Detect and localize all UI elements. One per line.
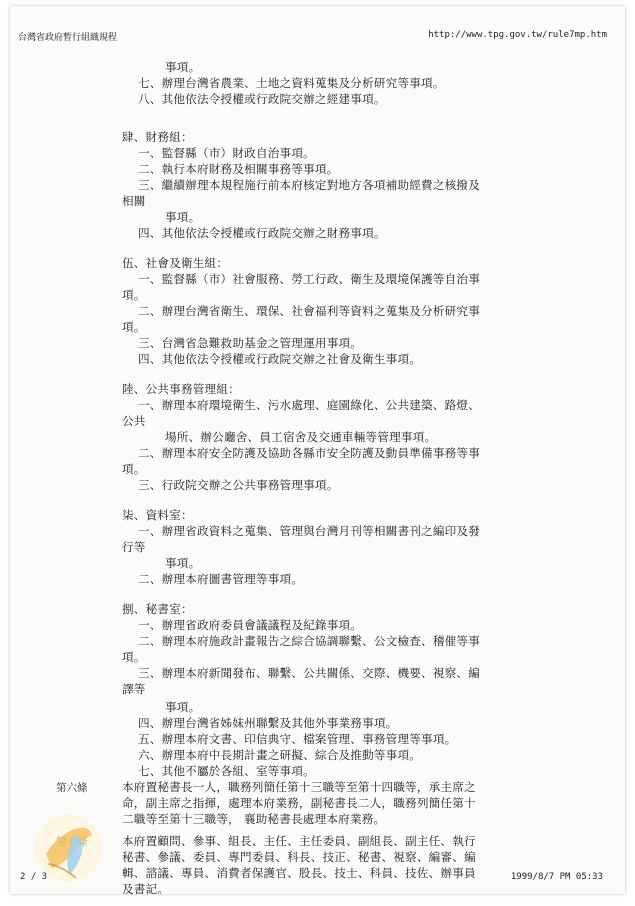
- text-line: 二、執行本府財務及相關事務等事項。: [138, 162, 339, 176]
- text-line: 三、辦理本府新聞發布、聯繫、公共關係、交際、機要、視察、編: [138, 666, 481, 680]
- text-line: 八、其他依法令授權或行政院交辦之經建事項。: [138, 92, 386, 106]
- text-line: 二、辦理本府施政計畫報告之綜合協調聯繫、公文檢查、稽催等事: [138, 634, 481, 648]
- text-line: 一、辦理本府環境衛生、污水處理、庭園綠化、公共建築、路燈、: [138, 398, 481, 412]
- text-line: 事項。: [165, 556, 201, 570]
- text-line: 輯、諮議、專員、消費者保護官、股長、技士、科員、技佐、辦事員: [122, 866, 476, 880]
- text-line: 三、行政院交辦之公共事務管理事項。: [138, 478, 339, 492]
- text-line: 二、辦理本府安全防護及協助各縣市安全防護及動員準備事務等事: [138, 446, 481, 460]
- text-line: 行等: [122, 540, 146, 554]
- text-line: 事項。: [165, 210, 201, 224]
- text-line: 伍、社會及衛生組：: [122, 256, 229, 270]
- text-line: 三、繼續辦理本規程施行前本府核定對地方各項補助經費之核撥及: [138, 178, 481, 192]
- text-line: 五、辦理本府文書、印信典守、檔案管理、事務管理等事項。: [138, 732, 457, 746]
- text-line: 七、辦理台灣省農業、土地之資料蒐集及分析研究等事項。: [138, 76, 445, 90]
- text-line: 及書記。: [122, 882, 170, 894]
- text-line: 場所、辦公廳舍、員工宿舍及交通車輛等管理事項。: [165, 430, 437, 444]
- text-line: 項。: [122, 320, 146, 334]
- text-line: 七、其他不屬於各組、室等事項。: [138, 764, 315, 778]
- text-line: 柒、資料室：: [122, 508, 193, 522]
- text-line: 命，副主席之指揮，處理本府業務，副秘書長二人，職務列簡任第十: [122, 796, 476, 810]
- text-line: 公共: [122, 414, 146, 428]
- text-line: 四、辦理台灣省姊妹州聯繫及其他外事業務事項。: [138, 716, 398, 730]
- text-line: 二、辦理本府圖書管理等事項。: [138, 572, 304, 586]
- text-line: 捌、秘書室：: [122, 602, 193, 616]
- text-line: 一、辦理省政資料之蒐集、管理與台灣月刊等相關書刊之編印及發: [138, 524, 481, 538]
- text-line: 相關: [122, 194, 146, 208]
- text-line: 項。: [122, 288, 146, 302]
- page-number: 2 / 3: [20, 872, 48, 882]
- text-line: 事項。: [165, 60, 201, 74]
- text-line: 本府置顧問、參事、組長、主任、主任委員、副組長、副主任、執行: [122, 834, 476, 848]
- header-title: 台灣省政府暫行組織規程: [18, 33, 118, 43]
- text-line: 一、辦理省政府委員會議議程及紀錄事項。: [138, 618, 363, 632]
- text-line: 譯等: [122, 682, 146, 696]
- document-page: [10, 6, 625, 894]
- text-line: 四、其他依法令授權或行政院交辦之財務事項。: [138, 226, 386, 240]
- text-line: 項。: [122, 650, 146, 664]
- article-label: 第六條: [56, 782, 88, 794]
- text-line: 四、其他依法令授權或行政院交辦之社會及衛生事項。: [138, 352, 422, 366]
- text-line: 陸、公共事務管理組：: [122, 382, 240, 396]
- text-line: 二、辦理台灣省衛生、環保、社會福利等資料之蒐集及分析研究事: [138, 304, 481, 318]
- text-line: 本府置秘書長一人，職務列簡任第十三職等至第十四職等，承主席之: [122, 780, 476, 794]
- text-line: 秘書、參議、委員、專門委員、科長、技正、秘書、視察、編審、編: [122, 850, 476, 864]
- text-line: 事項。: [165, 700, 201, 714]
- header-url: http://www.tpg.gov.tw/rule7mp.htm: [428, 30, 607, 40]
- text-line: 一、監督縣（市）財政自治事項。: [138, 146, 315, 160]
- text-line: 項。: [122, 462, 146, 476]
- text-line: 肆、財務組：: [122, 130, 193, 144]
- text-line: 二職等至第十三職等， 襄助秘書長處理本府業務。: [122, 812, 386, 826]
- text-line: 六、辦理本府中長期計畫之研擬、綜合及推動等事項。: [138, 748, 422, 762]
- text-line: 三、台灣省急難救助基金之管理運用事項。: [138, 336, 363, 350]
- print-timestamp: 1999/8/7 PM 05:33: [510, 872, 603, 882]
- text-line: 一、監督縣（市）社會服務、勞工行政、衛生及環境保護等自治事: [138, 272, 481, 286]
